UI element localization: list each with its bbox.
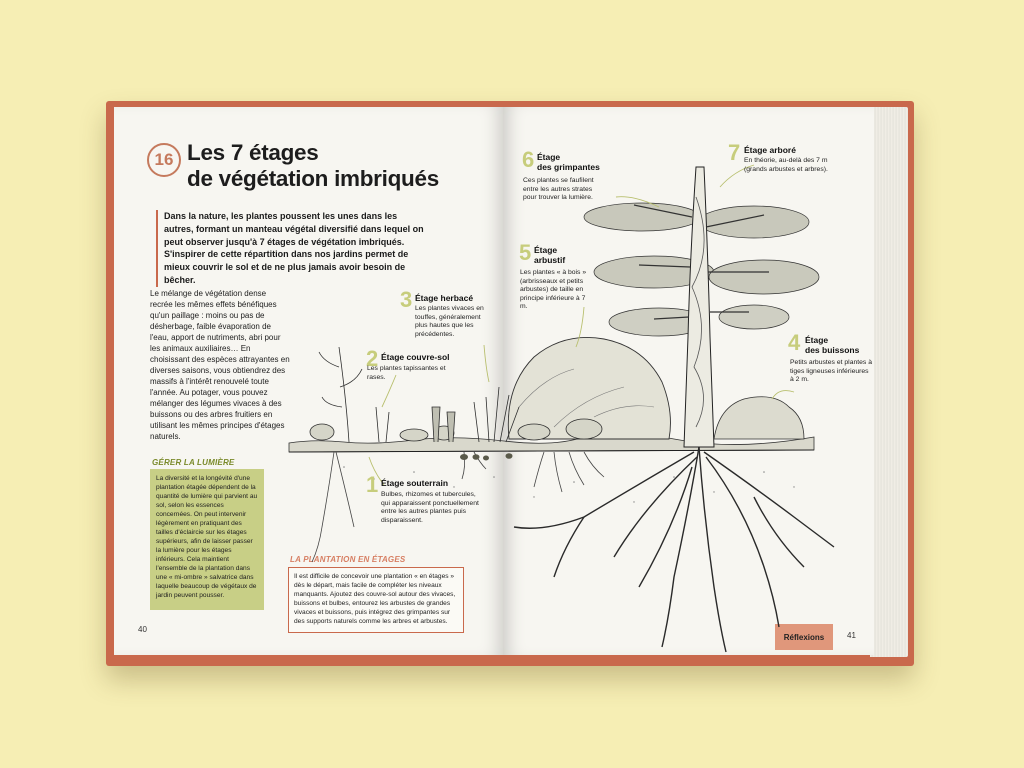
page-edges	[870, 107, 908, 657]
stage-6-number: 6	[522, 147, 535, 172]
stage-1-number: 1	[366, 472, 379, 497]
body-paragraph: Le mélange de végétation dense recrée les mêmes effets bénéfiques qu'un paillage : moins ou pas de désherbage, faible évaporation de l'eau, apport de nutriments, abri pour les animaux auxiliaires… En choisissant des espèces attrayantes en diverses saisons, vous obtiendrez des massifs à l'intérêt renouvelé toute l'année. Au potager, vous pouvez mélanger des légumes vivaces à des buissons ou des arbres fruitiers en utilisant les mêmes principes d'étages naturels.	[150, 289, 290, 441]
stage-2-title: Étage couvre-sol	[381, 352, 450, 362]
stage-5-title-line-1: Étage	[534, 245, 558, 255]
section-tag: Réflexions	[775, 624, 833, 650]
plantation-title: LA PLANTATION EN ÉTAGES	[290, 555, 406, 564]
stage-6-title-line-2: des grimpantes	[537, 162, 600, 172]
plantation-box: Il est difficile de concevoir une plantation « en étages » dès le départ, mais facile de compléter les niveaux manquants. Ajoutez des couvre-sol autour des vivaces, buissons et bulbes, entourez les arbustes de grandes vivaces et buissons, puis intégrez des grimpantes sur des supports naturels comme les arbres et arbustes.	[288, 567, 464, 633]
stage-4-title	[805, 335, 859, 355]
stage-1-title: Étage souterrain	[381, 478, 449, 488]
stage-3-desc: Les plantes vivaces en touffes, généralement plus hautes que les précédentes.	[415, 305, 484, 338]
stage-6-title-line-1: Étage	[537, 152, 561, 162]
chapter-number-badge: 16	[147, 143, 181, 177]
title-line-1: Les 7 étages	[187, 140, 319, 165]
stage-2-desc: Les plantes tapissantes et rases.	[367, 365, 446, 381]
stage-7-number: 7	[728, 140, 741, 165]
stage-6-title	[537, 152, 600, 172]
stage-5-title-line-2: arbustif	[534, 255, 566, 265]
stage-3-number: 3	[400, 287, 413, 312]
bulbs	[460, 453, 513, 460]
stage-5-title	[534, 245, 565, 265]
page-number-right: 41	[847, 631, 856, 640]
stage-7-desc: En théorie, au-delà des 7 m (grands arbustes et arbres).	[744, 157, 828, 173]
stage-5-number: 5	[519, 240, 532, 265]
title-line-2: de végétation imbriqués	[187, 166, 439, 191]
vegetation-illustration	[114, 107, 874, 655]
stage-6-desc: Ces plantes se faufilent entre les autres strates pour trouver la lumière.	[523, 177, 594, 201]
stage-5-desc: Les plantes « à bois » (arbrisseaux et petits arbustes) de taille en principe inférieure à 7 m.	[520, 269, 587, 310]
stage-7-title: Étage arboré	[744, 145, 796, 155]
page-number-left: 40	[138, 625, 147, 634]
sidebar-box: La diversité et la longévité d'une plantation étagée dépendent de la quantité de lumière qui parvient au sol, selon les essences concernées. On peut intervenir légèrement en pratiquant des tailles d'éclaircie sur les étages supérieurs, afin de laisser passer la lumière pour les étages inférieurs. Cela maintient l'ensemble de la plantation dans une « mi-ombre » salvatrice dans laquelle beaucoup de végétaux de jardin peuvent pousser.	[150, 469, 264, 610]
stage-1-desc: Bulbes, rhizomes et tubercules, qui apparaissent ponctuellement entre les autres plantes puis disparaissent.	[381, 491, 479, 524]
sidebar-title: GÉRER LA LUMIÈRE	[152, 458, 235, 467]
stage-4-title-line-1: Étage	[805, 335, 829, 345]
intro-paragraph: Dans la nature, les plantes poussent les unes dans les autres, formant un manteau végétal diversifié dans lequel on peut observer jusqu'à 7 étages de végétation imbriqués. S'inspirer de cette répartition dans nos jardins permet de mieux couvrir le sol et de ne plus jamais avoir besoin de bêcher.	[156, 210, 426, 287]
buissons	[714, 397, 804, 439]
stage-2-number: 2	[366, 346, 379, 371]
stage-4-title-line-2: des buissons	[805, 345, 860, 355]
stage-3-title: Étage herbacé	[415, 293, 474, 303]
stage-4-number: 4	[788, 330, 801, 355]
stage-4-desc: Petits arbustes et plantes à tiges ligneuses inférieures à 2 m.	[790, 359, 872, 383]
